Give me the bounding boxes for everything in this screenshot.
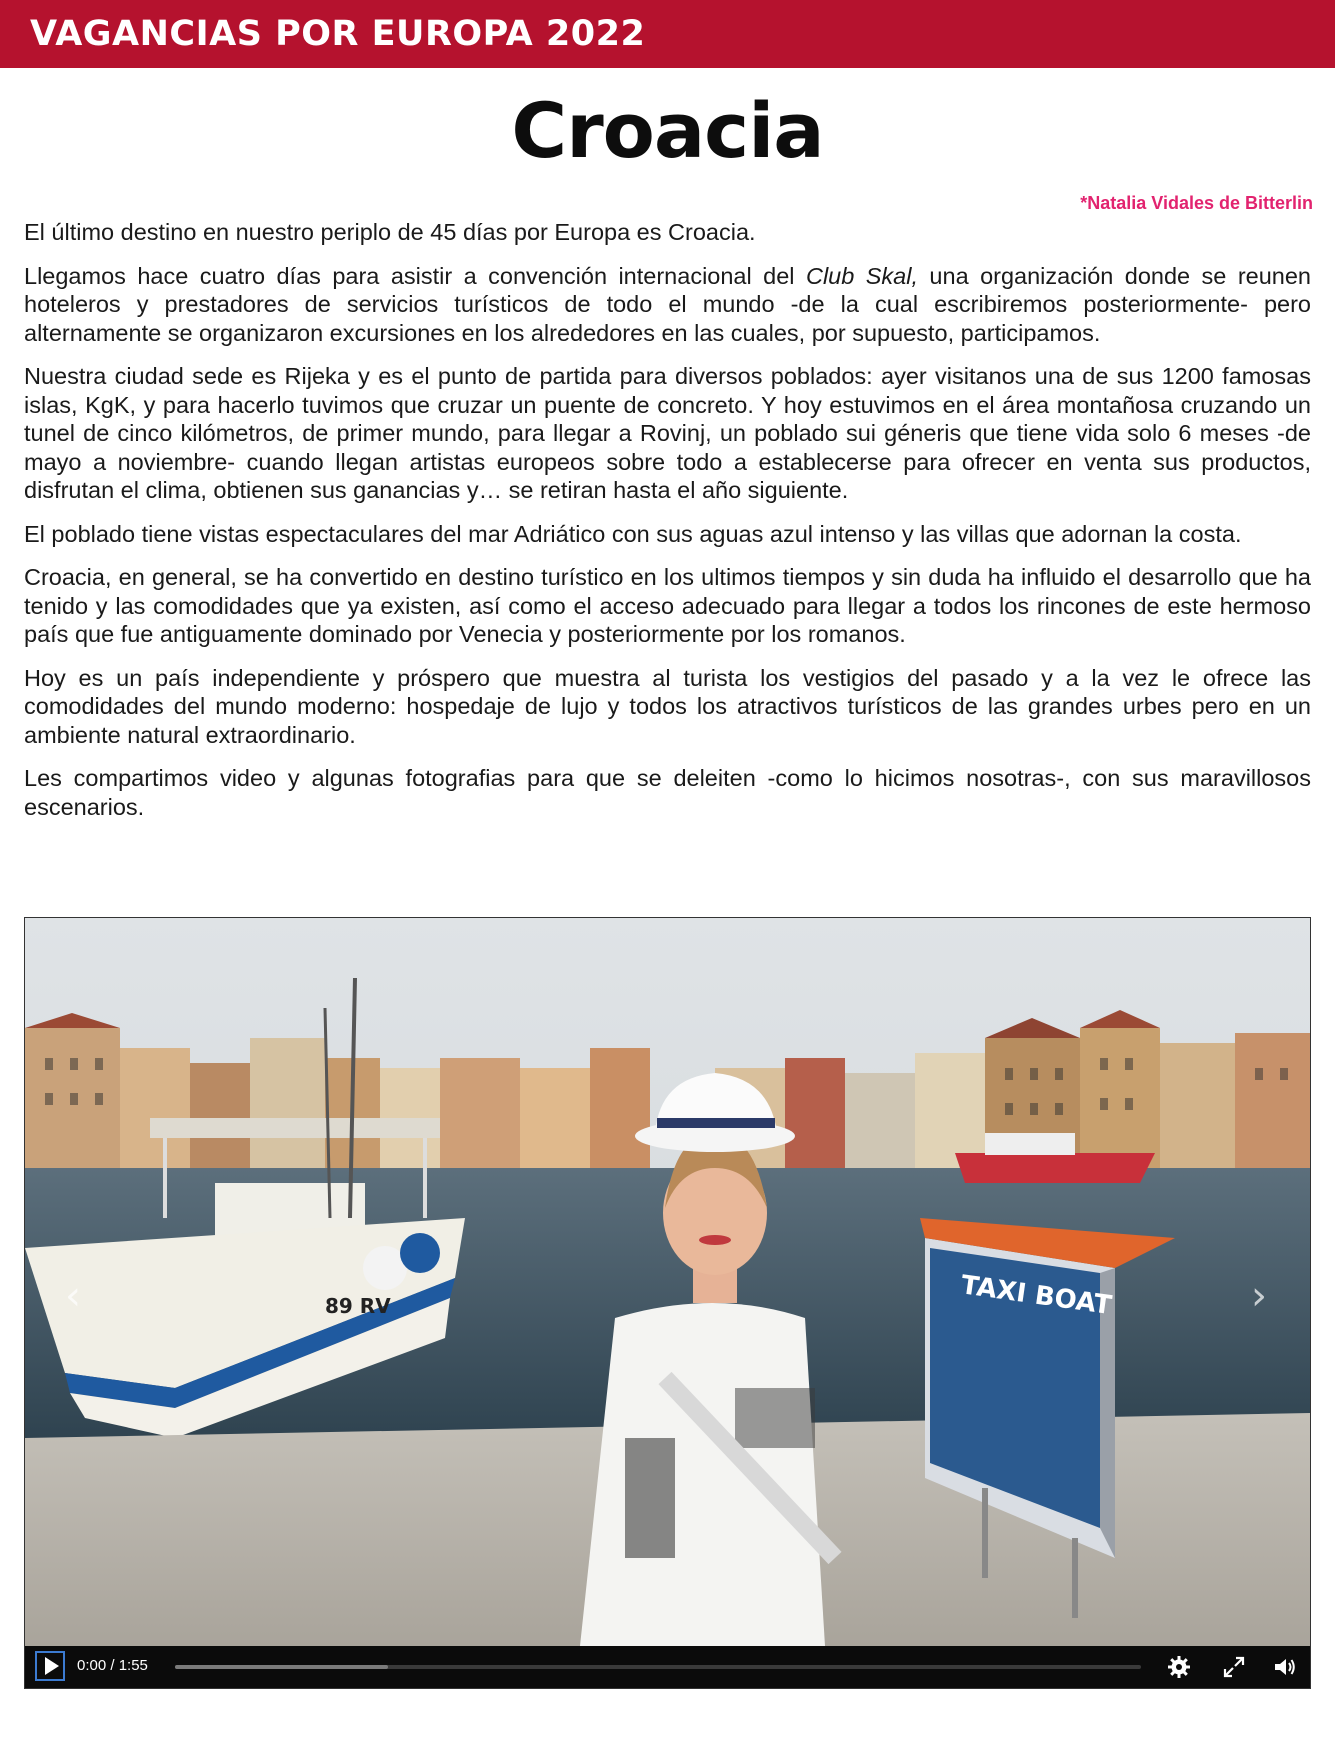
paragraph-6: Hoy es un país independiente y próspero que muestra al turista los vestigios del pasado y a la vez le ofrece las comodidades del mundo moderno: hospedaje de lujo y todos los atractivos turísticos de las grandes urbes pero en un ambiente natural extraordinario. xyxy=(24,664,1311,748)
video-controls-bar xyxy=(25,1646,1310,1688)
paragraph-2-text-end: una organización donde se reunen hoteleros y prestadores de servicios turísticos de todo el mundo -de la cual escribiremos posteriormente- pero alternamente se organizaron excursiones en los alrededores en las cuales, por supuesto, participamos. xyxy=(24,262,1311,346)
video-frame-image xyxy=(25,918,1310,1646)
paragraph-4: El poblado tiene vistas espectaculares del mar Adriático con sus aguas azul intenso y las villas que adornan la costa. xyxy=(24,520,1242,547)
paragraph-2 xyxy=(24,262,1311,348)
boat-number-text: 89 RV xyxy=(325,1294,391,1318)
chevron-left-icon[interactable]: ‹ xyxy=(65,1273,81,1319)
paragraph-1: El último destino en nuestro periplo de 45 días por Europa es Croacia. xyxy=(24,219,756,245)
gear-icon[interactable] xyxy=(1167,1655,1191,1679)
play-button[interactable] xyxy=(35,1651,65,1681)
paragraph-7: Les compartimos video y algunas fotografias para que se deleiten -como lo hicimos nosotras-, con sus maravillosos escenarios. xyxy=(24,765,1311,820)
video-player[interactable] xyxy=(24,917,1311,1689)
banner-title: VAGANCIAS POR EUROPA 2022 xyxy=(30,14,646,54)
article-body xyxy=(24,218,1311,836)
play-icon xyxy=(45,1657,59,1675)
paragraph-5: Croacia, en general, se ha convertido en destino turístico en los ultimos tiempos y sin duda ha influido el desarrollo que ha tenido y las comodidades que ya existen, así como el acceso adecuado para llegar a todos los rincones de este hermoso país que fue antiguamente dominado por Venecia y posteriormente por los romanos. xyxy=(24,564,1311,647)
fullscreen-icon[interactable] xyxy=(1222,1655,1246,1679)
chevron-right-icon[interactable]: › xyxy=(1251,1273,1267,1319)
paragraph-2-text-start: Llegamos hace cuatro días para asistir a convención internacional del xyxy=(24,262,806,289)
volume-icon[interactable] xyxy=(1273,1655,1297,1679)
time-display: 0:00 / 1:55 xyxy=(77,1657,148,1674)
progress-bar[interactable] xyxy=(175,1665,1141,1669)
club-skal-italic: Club Skal, xyxy=(805,262,918,289)
sign-title-text: TAXI BOAT xyxy=(959,1270,1114,1322)
author-byline: *Natalia Vidales de Bitterlin xyxy=(1080,193,1313,213)
buffered-fill xyxy=(175,1665,388,1669)
page-title: Croacia xyxy=(511,86,824,175)
header-banner xyxy=(0,0,1335,68)
paragraph-3: Nuestra ciudad sede es Rijeka y es el punto de partida para diversos poblados: ayer visitanos una de sus 1200 famosas islas, KgK, y para hacerlo tuvimos que cruzar un puente de concreto. Y hoy estuvimos en el área montañosa cruzando un tunel de cinco kilómetros, de primer mundo, para llegar a Rovinj, un poblado sui géneris que tiene vida solo 6 meses -de mayo a noviembre- cuando llegan artistas europeos sobre todo a establecerse para ofrecer en venta sus productos, disfrutan el clima, obtienen sus ganancias y… se retiran hasta el año siguiente. xyxy=(24,363,1311,503)
